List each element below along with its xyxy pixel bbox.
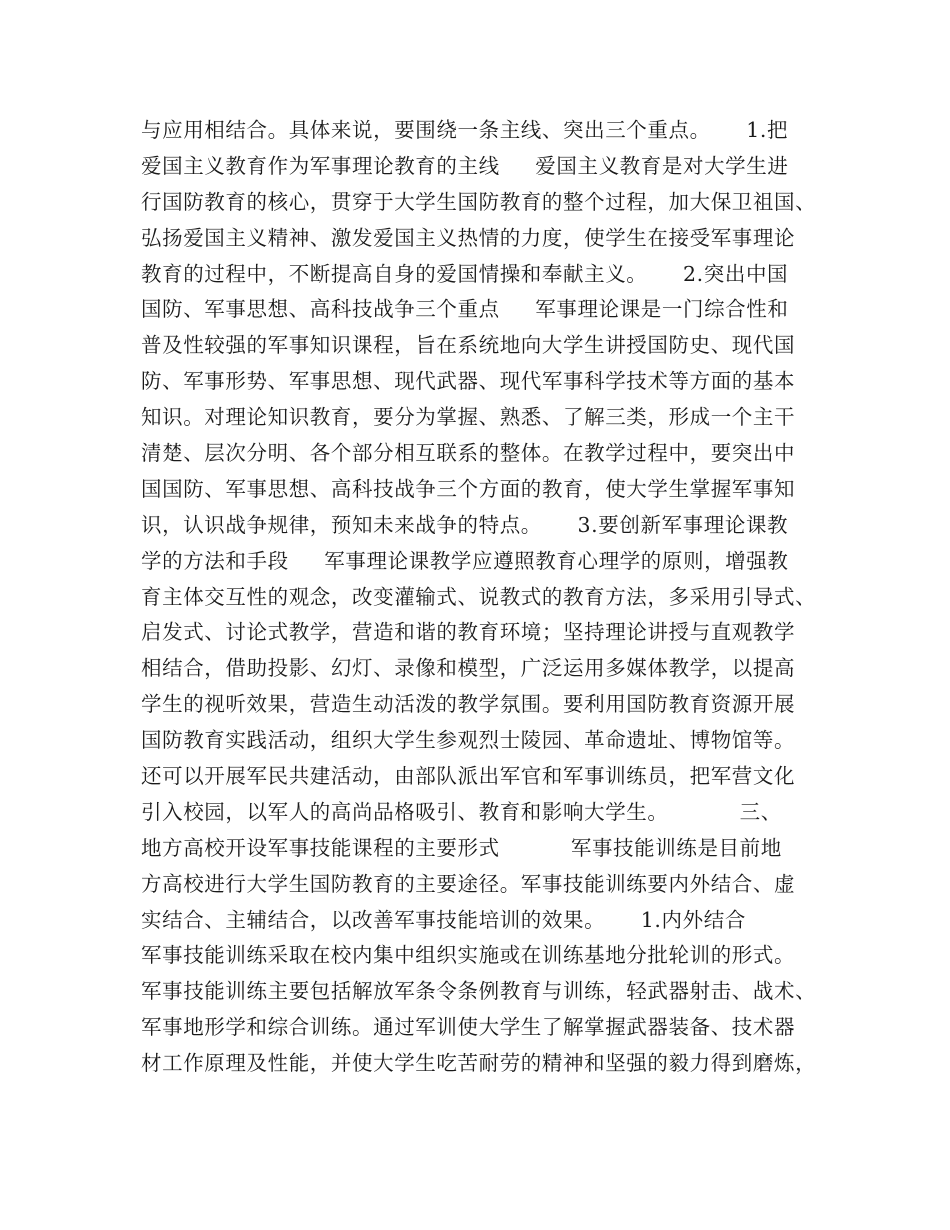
text-line: 实结合、主辅结合，以改善军事技能培训的效果。 1.内外结合 [141, 907, 746, 932]
text-line: 清楚、层次分明、各个部分相互联系的整体。在教学过程中，要突出中 [141, 441, 796, 466]
text-line: 军事地形学和综合训练。通过军训使大学生了解掌握武器装备、技术器 [141, 1015, 796, 1040]
text-line: 材工作原理及性能，并使大学生吃苦耐劳的精神和坚强的毅力得到磨炼， [141, 1051, 817, 1076]
text-line: 普及性较强的军事知识课程，旨在系统地向大学生讲授国防史、现代国 [141, 333, 796, 358]
text-line: 与应用相结合。具体来说，要围绕一条主线、突出三个重点。 1.把 [141, 118, 789, 142]
text-line: 学生的视听效果，营造生动活泼的教学氛围。要利用国防教育资源开展 [141, 692, 796, 717]
text-line: 知识。对理论知识教育，要分为掌握、熟悉、了解三类，形成一个主干 [141, 405, 796, 430]
text-line: 相结合，借助投影、幻灯、录像和模型，广泛运用多媒体教学，以提高 [141, 656, 796, 681]
body-text [141, 113, 831, 1082]
text-line: 行国防教育的核心，贯穿于大学生国防教育的整个过程，加大保卫祖国、 [141, 189, 817, 214]
text-line: 教育的过程中，不断提高自身的爱国情操和奉献主义。 2.突出中国 [141, 261, 789, 286]
text-line: 引入校园，以军人的高尚品格吸引、教育和影响大学生。 三、 [141, 799, 782, 824]
text-line: 军事技能训练主要包括解放军条令条例教育与训练，轻武器射击、战术、 [141, 979, 817, 1004]
text-line: 地方高校开设军事技能课程的主要形式 军事技能训练是目前地 [141, 835, 782, 860]
text-line: 识，认识战争规律，预知未来战争的特点。 3.要创新军事理论课教 [141, 512, 789, 537]
text-line: 国防、军事思想、高科技战争三个重点 军事理论课是一门综合性和 [141, 297, 789, 322]
text-line: 弘扬爱国主义精神、激发爱国主义热情的力度，使学生在接受军事理论 [141, 225, 796, 250]
text-line: 国防教育实践活动，组织大学生参观烈士陵园、革命遗址、博物馆等。 [141, 728, 796, 753]
text-line: 育主体交互性的观念，改变灌输式、说教式的教育方法，多采用引导式、 [141, 584, 817, 609]
text-line: 国国防、军事思想、高科技战争三个方面的教育，使大学生掌握军事知 [141, 476, 796, 501]
text-line: 方高校进行大学生国防教育的主要途径。军事技能训练要内外结合、虚 [141, 871, 796, 896]
text-line: 军事技能训练采取在校内集中组织实施或在训练基地分批轮训的形式。 [141, 943, 796, 968]
text-line: 防、军事形势、军事思想、现代武器、现代军事科学技术等方面的基本 [141, 369, 796, 394]
text-line: 还可以开展军民共建活动，由部队派出军官和军事训练员，把军营文化 [141, 764, 796, 789]
text-line: 爱国主义教育作为军事理论教育的主线 爱国主义教育是对大学生进 [141, 153, 789, 178]
text-line: 学的方法和手段 军事理论课教学应遵照教育心理学的原则，增强教 [141, 548, 789, 573]
text-line: 启发式、讨论式教学，营造和谐的教育环境；坚持理论讲授与直观教学 [141, 620, 796, 645]
